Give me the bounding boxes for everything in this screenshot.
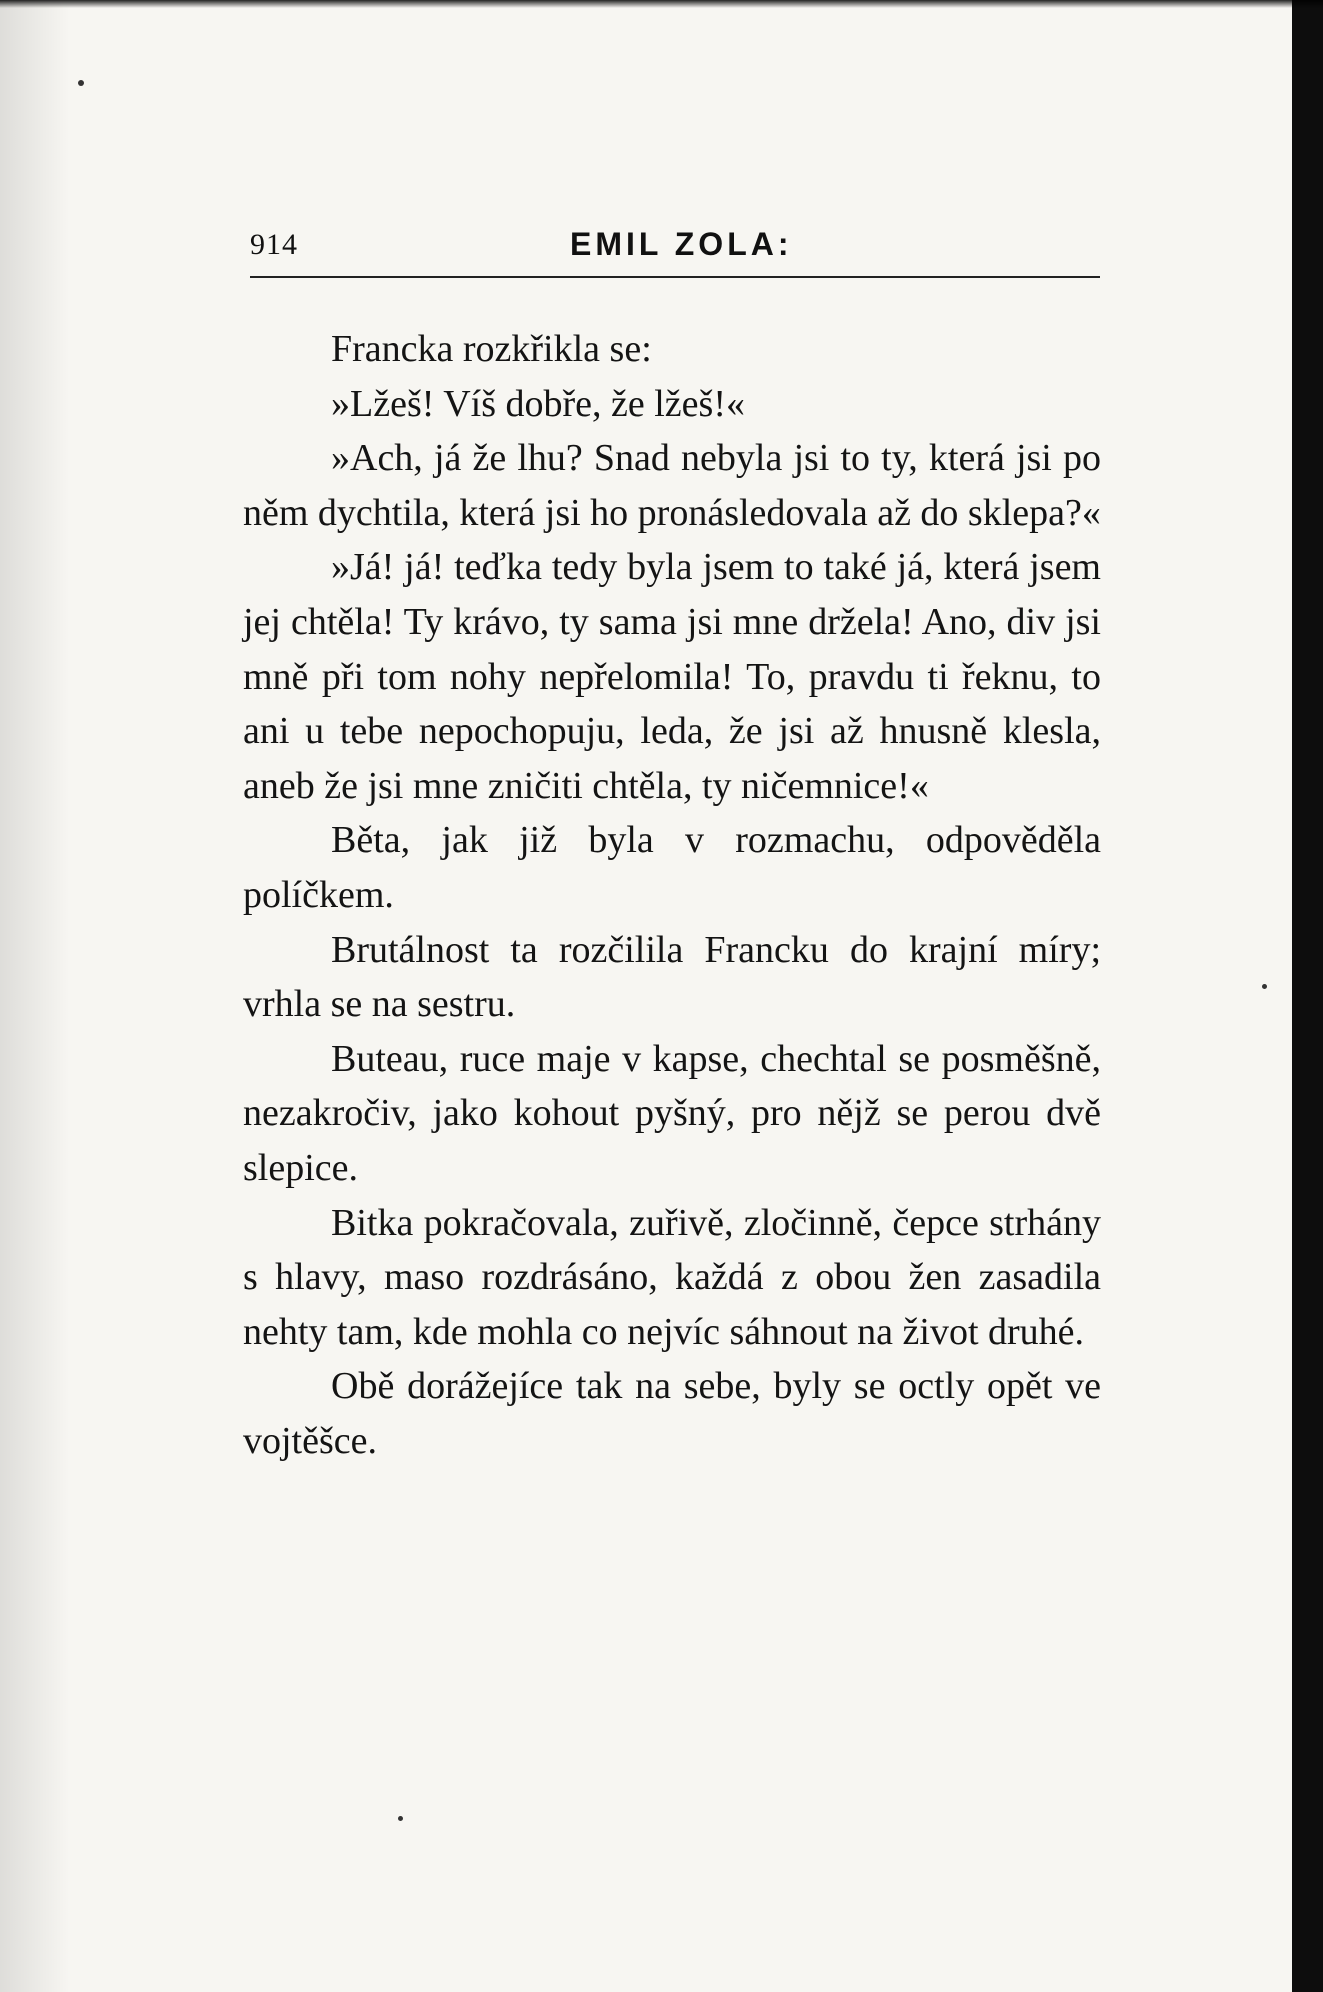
page-number: 914 bbox=[250, 228, 298, 261]
paragraph: »Ach, já že lhu? Snad nebyla jsi to ty, která jsi po něm dychtila, která jsi ho pronásledovala až do sklepa?« bbox=[243, 437, 1101, 534]
paragraph: Běta, jak již byla v rozmachu, odpověděla políčkem. bbox=[243, 819, 1101, 916]
page-header bbox=[250, 222, 1100, 270]
scan-speck bbox=[1262, 984, 1267, 989]
scan-speck bbox=[78, 80, 84, 86]
paragraph: Brutálnost ta rozčilila Francku do krajní míry; vrhla se na sestru. bbox=[243, 928, 1101, 1026]
paragraph: Francka rozkřikla se: bbox=[331, 328, 652, 370]
body-text bbox=[243, 322, 1101, 1468]
running-head: EMIL ZOLA: bbox=[570, 226, 793, 262]
paragraph: Buteau, ruce maje v kapse, chechtal se posměšně, nezakročiv, jako kohout pyšný, pro nějž se perou dvě slepice. bbox=[243, 1037, 1101, 1189]
header-divider bbox=[250, 276, 1100, 278]
paragraph: »Já! já! teďka tedy byla jsem to také já, která jsem jej chtěla! Ty krávo, ty sama jsi mne držela! Ano, div jsi mně při tom nohy nepřelomila! To, pravdu ti řeknu, to ani u tebe nepochopuju, leda, že jsi až hnusně klesla, aneb že jsi mne zničiti chtěla, ty ničemnice!« bbox=[243, 546, 1101, 807]
paragraph: Obě dorážejíce tak na sebe, byly se octly opět ve vojtěšce. bbox=[243, 1365, 1101, 1462]
paragraph: Bitka pokračovala, zuřivě, zločinně, čepce strhány s hlavy, maso rozdrásáno, každá z obou žen zasadila nehty tam, kde mohla co nejvíc sáhnout na život druhé. bbox=[243, 1201, 1101, 1353]
scan-right-edge bbox=[1292, 0, 1323, 1992]
scan-speck bbox=[398, 1816, 403, 1821]
scan-top-edge bbox=[0, 0, 1323, 8]
paragraph: »Lžeš! Víš dobře, že lžeš!« bbox=[331, 382, 745, 425]
